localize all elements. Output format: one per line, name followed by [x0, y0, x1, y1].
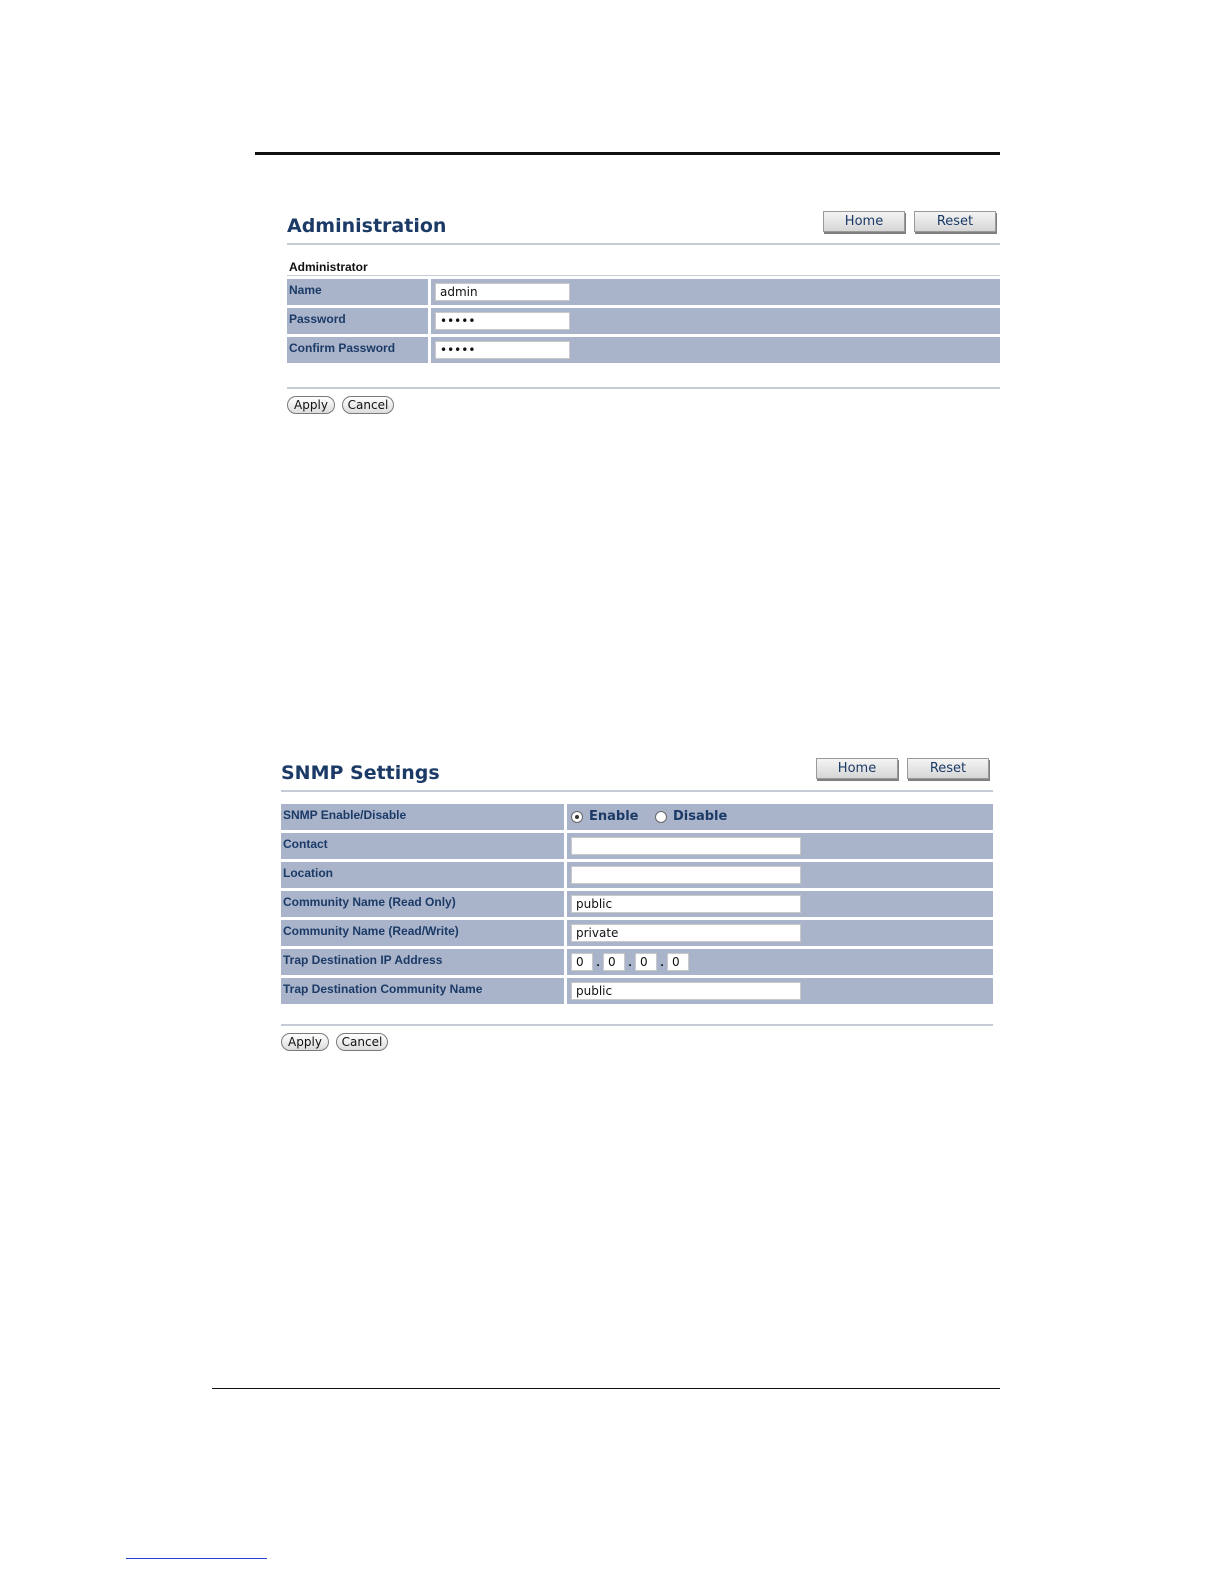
administration-title: Administration — [287, 215, 447, 237]
community-read-write-label: Community Name (Read/Write) — [281, 920, 567, 946]
community-read-write-input[interactable]: private — [571, 924, 801, 942]
snmp-panel — [281, 755, 993, 1055]
password-input[interactable]: ••••• — [435, 312, 570, 330]
snmp-form — [281, 801, 993, 1007]
trap-ip-octet-1[interactable]: 0 — [571, 953, 593, 971]
snmp-home-button[interactable]: Home — [816, 758, 898, 779]
trap-ip-octet-3[interactable]: 0 — [635, 953, 657, 971]
confirm-password-label: Confirm Password — [287, 337, 431, 363]
form-row-community-read-only — [281, 891, 993, 917]
community-read-only-label: Community Name (Read Only) — [281, 891, 567, 917]
enable-radio[interactable] — [571, 811, 583, 823]
admin-home-button[interactable]: Home — [823, 211, 905, 232]
form-row-snmp-enable — [281, 804, 993, 830]
administration-panel — [287, 208, 1000, 423]
disable-radio[interactable] — [655, 811, 667, 823]
location-label: Location — [281, 862, 567, 888]
ip-separator: . — [628, 954, 632, 969]
trap-ip-octet-2[interactable]: 0 — [603, 953, 625, 971]
admin-reset-button[interactable]: Reset — [914, 211, 996, 232]
admin-cancel-button[interactable]: Cancel — [342, 396, 394, 414]
name-label: Name — [287, 279, 431, 305]
administrator-section-label: Administrator — [289, 260, 368, 274]
ip-separator: . — [596, 954, 600, 969]
form-row-trap-ip — [281, 949, 993, 975]
form-bottom-divider — [281, 1024, 993, 1026]
community-read-only-input[interactable]: public — [571, 895, 801, 913]
page-header-rule — [255, 152, 1000, 155]
contact-label: Contact — [281, 833, 567, 859]
name-input[interactable]: admin — [435, 283, 570, 301]
snmp-cancel-button[interactable]: Cancel — [336, 1033, 388, 1051]
admin-apply-button[interactable]: Apply — [287, 396, 335, 414]
footer-link-underline[interactable] — [126, 1558, 267, 1559]
snmp-reset-button[interactable]: Reset — [907, 758, 989, 779]
confirm-password-input[interactable]: ••••• — [435, 341, 570, 359]
title-divider — [287, 243, 1000, 245]
form-row-confirm-password — [287, 337, 1000, 363]
form-row-community-read-write — [281, 920, 993, 946]
contact-input[interactable] — [571, 837, 801, 855]
form-row-name — [287, 279, 1000, 305]
snmp-enable-label: SNMP Enable/Disable — [281, 804, 567, 830]
form-row-password — [287, 308, 1000, 334]
page-footer-rule — [212, 1388, 1000, 1389]
trap-community-label: Trap Destination Community Name — [281, 978, 567, 1004]
password-label: Password — [287, 308, 431, 334]
trap-community-input[interactable]: public — [571, 982, 801, 1000]
enable-radio-label: Enable — [589, 809, 639, 825]
title-divider — [281, 790, 993, 792]
ip-separator: . — [660, 954, 664, 969]
form-row-trap-community — [281, 978, 993, 1004]
administrator-form — [287, 276, 1000, 366]
form-bottom-divider — [287, 387, 1000, 389]
form-row-contact — [281, 833, 993, 859]
trap-ip-octet-4[interactable]: 0 — [667, 953, 689, 971]
snmp-title: SNMP Settings — [281, 762, 440, 784]
form-row-location — [281, 862, 993, 888]
trap-ip-label: Trap Destination IP Address — [281, 949, 567, 975]
location-input[interactable] — [571, 866, 801, 884]
snmp-apply-button[interactable]: Apply — [281, 1033, 329, 1051]
disable-radio-label: Disable — [672, 809, 728, 825]
